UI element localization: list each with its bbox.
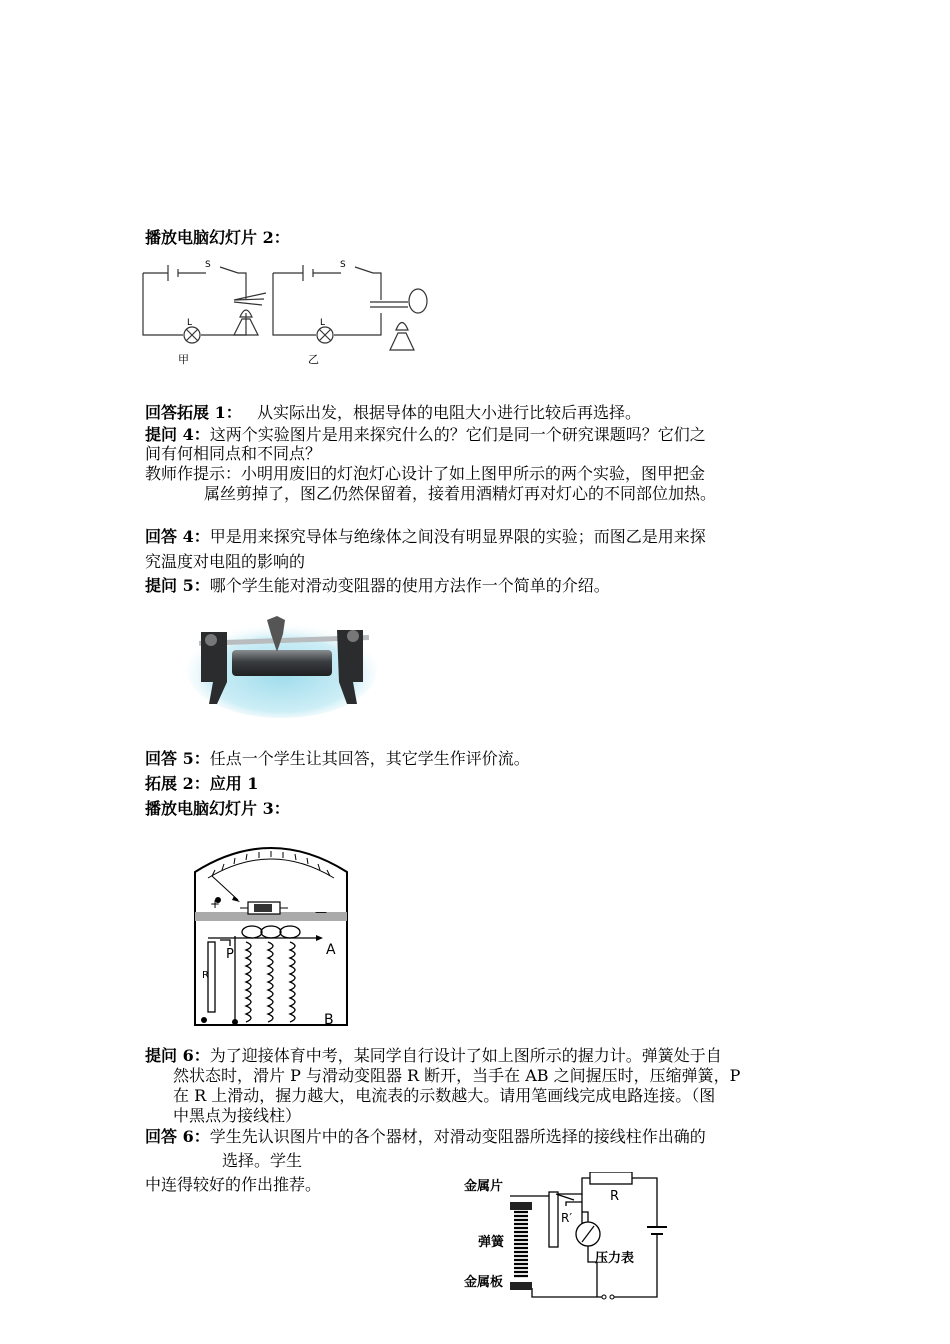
question-4-line1 [145, 425, 706, 445]
pressure-gauge-label: 压力表 [595, 1251, 635, 1266]
switch-label-2: S [340, 260, 346, 270]
answer-5-text: 任点一个学生让其回答，其它学生作评价流。 [209, 749, 530, 768]
resistor-r-label: R [202, 970, 209, 981]
question-4-line2: 间有何相同点和不同点？ [145, 444, 322, 463]
slide-rheostat-image [187, 612, 377, 718]
answer-4-text-1: 甲是用来探究导体与绝缘体之间没有明显界限的实验；而图乙是用来探 [209, 527, 706, 546]
pressure-gauge-circuit-figure [462, 1172, 672, 1302]
answer-5-label: 回答 5： [145, 749, 210, 768]
answer-4-line2: 究温度对电阻的影响的 [145, 552, 306, 571]
question-6-label: 提问 6： [145, 1046, 210, 1065]
minus-terminal-label: — [315, 905, 327, 919]
slide3-heading: 播放电脑幻灯片 3： [145, 799, 290, 818]
answer-6-text-1: 学生先认识图片中的各个器材，对滑动变阻器所选择的接线柱作出确的 [209, 1127, 706, 1146]
grip-dynamometer-figure [190, 842, 352, 1028]
slide2-heading: 播放电脑幻灯片 2： [145, 228, 290, 247]
slider-p-label: P [226, 947, 234, 962]
teacher-hint-line2: 属丝剪掉了，图乙仍然保留着，接着用酒精灯再对灯心的不同部位加热。 [204, 484, 717, 503]
answer-5 [145, 749, 530, 769]
answer-6-line2: 选择。学生 [222, 1151, 303, 1170]
lamp-label-1: L [187, 318, 193, 328]
switch-label-1: S [205, 260, 211, 270]
metal-plate-label: 金属板 [464, 1275, 504, 1290]
figure-label-yi: 乙 [308, 353, 319, 366]
figure-label-jia: 甲 [178, 353, 189, 366]
metal-sheet-label: 金属片 [464, 1179, 504, 1194]
rheostat-r-prime-label: R′ [561, 1211, 573, 1225]
spring-label: 弹簧 [478, 1235, 505, 1250]
extension-2: 拓展 2：应用 1 [145, 774, 259, 793]
question-6-line4: 中黑点为接线柱） [173, 1106, 302, 1125]
lamp-label-2: L [320, 318, 326, 328]
answer-6-line1 [145, 1127, 706, 1147]
question-5-text: 哪个学生能对滑动变阻器的使用方法作一个简单的介绍。 [209, 576, 610, 595]
question-6-line3: 在 R 上滑动，握力越大，电流表的示数越大。请用笔画线完成电路连接。（图 [173, 1086, 716, 1105]
question-6-line1 [145, 1046, 722, 1066]
question-4-label: 提问 4： [145, 425, 210, 444]
answer-4-label: 回答 4： [145, 527, 210, 546]
bulb-filament-circuit-figure [138, 255, 438, 370]
point-b-label: B [324, 1012, 334, 1028]
answer-6-label: 回答 6： [145, 1127, 210, 1146]
answer-ext1-label: 回答拓展 1： [145, 403, 242, 422]
answer-4-line1 [145, 527, 706, 547]
answer-6-line3: 中连得较好的作出推荐。 [145, 1175, 322, 1194]
plus-terminal-label: + [210, 897, 221, 911]
question-6-line2: 然状态时，滑片 P 与滑动变阻器 R 断开，当手在 AB 之间握压时，压缩弹簧，P [173, 1066, 741, 1085]
answer-ext1 [145, 403, 641, 423]
resistor-r-label: R [610, 1189, 620, 1204]
question-6-text-1: 为了迎接体育中考，某同学自行设计了如上图所示的握力计。弹簧处于自 [209, 1046, 722, 1065]
question-5-label: 提问 5： [145, 576, 210, 595]
answer-ext1-text: 从实际出发，根据导体的电阻大小进行比较后再选择。 [256, 403, 641, 422]
question-4-text-1: 这两个实验图片是用来探究什么的？它们是同一个研究课题吗？它们之 [209, 425, 706, 444]
point-a-label: A [326, 942, 336, 958]
question-5 [145, 576, 610, 596]
teacher-hint-line1: 教师作提示：小明用废旧的灯泡灯心设计了如上图甲所示的两个实验，图甲把金 [145, 464, 706, 483]
